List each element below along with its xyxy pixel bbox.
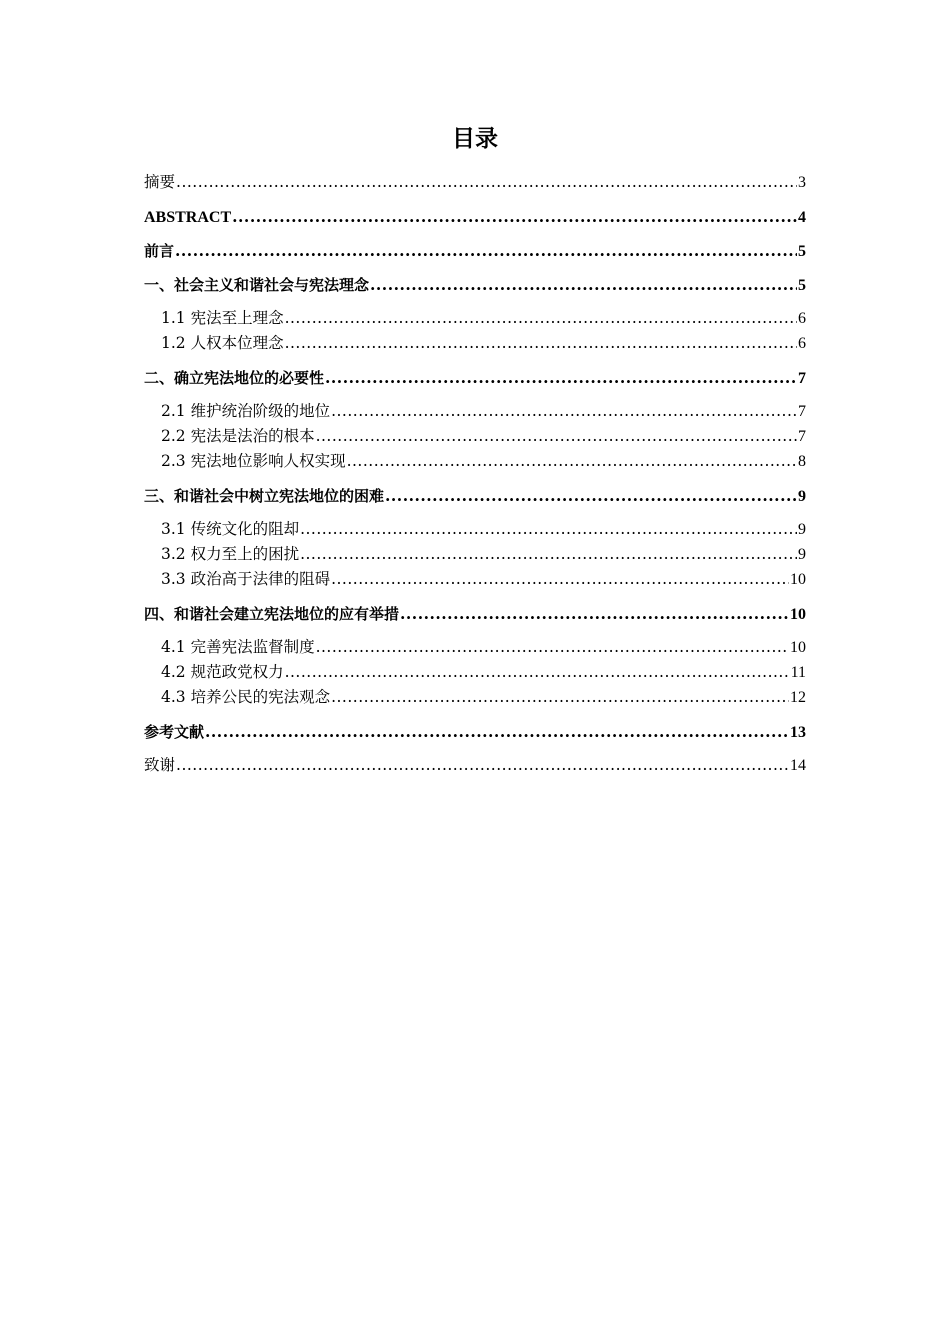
dot-leader (370, 272, 797, 297)
toc-entry-chapter-4[interactable] (144, 601, 806, 626)
toc-entry-page: 6 (798, 335, 806, 352)
toc-entry-page: 3 (798, 174, 806, 191)
dot-leader (331, 567, 789, 592)
toc-entry-label: ABSTRACT (144, 209, 232, 226)
toc-entry-chapter-3[interactable] (144, 483, 806, 508)
dot-leader (325, 365, 797, 390)
toc-list (144, 170, 806, 778)
toc-entry-label: 二、确立宪法地位的必要性 (144, 369, 325, 387)
dot-leader (300, 542, 797, 567)
dot-leader (205, 719, 789, 744)
toc-entry-section-2-1[interactable] (144, 399, 806, 424)
toc-entry-acknowledgements[interactable] (144, 753, 806, 778)
toc-entry-page: 7 (798, 428, 806, 445)
toc-entry-label: 1.2 人权本位理念 (161, 334, 284, 352)
toc-entry-section-4-3[interactable] (144, 685, 806, 710)
toc-entry-page: 9 (798, 488, 806, 505)
toc-entry-section-1-1[interactable] (144, 306, 806, 331)
toc-entry-page: 7 (798, 370, 806, 387)
toc-entry-section-2-2[interactable] (144, 424, 806, 449)
dot-leader (385, 483, 797, 508)
dot-leader (400, 601, 789, 626)
toc-entry-label: 3.2 权力至上的困扰 (161, 545, 300, 563)
dot-leader (285, 660, 790, 685)
toc-entry-abstract-cn[interactable] (144, 170, 806, 195)
toc-entry-label: 3.1 传统文化的阻却 (161, 520, 300, 538)
dot-leader (347, 449, 797, 474)
toc-entry-label: 一、社会主义和谐社会与宪法理念 (144, 276, 370, 294)
dot-leader (176, 753, 789, 778)
toc-entry-label: 四、和谐社会建立宪法地位的应有举措 (144, 605, 400, 623)
toc-entry-label: 摘要 (144, 173, 176, 191)
toc-entry-section-4-1[interactable] (144, 635, 806, 660)
toc-entry-page: 10 (790, 571, 806, 588)
toc-entry-page: 5 (798, 277, 806, 294)
toc-entry-page: 13 (790, 724, 806, 741)
toc-entry-label: 4.3 培养公民的宪法观念 (161, 688, 331, 706)
dot-leader (331, 399, 797, 424)
toc-entry-label: 4.2 规范政党权力 (161, 663, 284, 681)
toc-entry-section-1-2[interactable] (144, 331, 806, 356)
toc-entry-section-3-1[interactable] (144, 517, 806, 542)
toc-entry-label: 2.2 宪法是法治的根本 (161, 427, 315, 445)
toc-entry-page: 14 (790, 757, 806, 774)
toc-entry-page: 12 (790, 689, 806, 706)
toc-entry-section-2-3[interactable] (144, 449, 806, 474)
toc-entry-label: 3.3 政治高于法律的阻碍 (161, 570, 331, 588)
toc-entry-page: 8 (798, 453, 806, 470)
toc-entry-label: 前言 (144, 242, 175, 260)
toc-entry-label: 4.1 完善宪法监督制度 (161, 638, 315, 656)
toc-entry-page: 5 (798, 243, 806, 260)
toc-entry-chapter-2[interactable] (144, 365, 806, 390)
toc-entry-page: 6 (798, 310, 806, 327)
toc-entry-label: 1.1 宪法至上理念 (161, 309, 284, 327)
toc-entry-chapter-1[interactable] (144, 272, 806, 297)
toc-entry-label: 2.3 宪法地位影响人权实现 (161, 452, 346, 470)
dot-leader (316, 424, 797, 449)
toc-entry-page: 7 (798, 403, 806, 420)
toc-entry-preface[interactable] (144, 238, 806, 263)
toc-entry-section-4-2[interactable] (144, 660, 806, 685)
toc-entry-page: 11 (790, 664, 806, 681)
dot-leader (175, 238, 797, 263)
toc-entry-page: 10 (790, 606, 806, 623)
toc-entry-label: 三、和谐社会中树立宪法地位的困难 (144, 487, 385, 505)
dot-leader (316, 635, 789, 660)
dot-leader (285, 331, 797, 356)
toc-entry-page: 9 (798, 546, 806, 563)
toc-entry-abstract-en[interactable] (144, 204, 806, 229)
toc-title: 目录 (452, 126, 498, 152)
toc-entry-section-3-3[interactable] (144, 567, 806, 592)
toc-entry-page: 9 (798, 521, 806, 538)
dot-leader (232, 204, 797, 229)
dot-leader (300, 517, 797, 542)
toc-entry-section-3-2[interactable] (144, 542, 806, 567)
dot-leader (176, 170, 797, 195)
toc-entry-label: 2.1 维护统治阶级的地位 (161, 402, 331, 420)
dot-leader (285, 306, 797, 331)
toc-entry-references[interactable] (144, 719, 806, 744)
toc-entry-page: 10 (790, 639, 806, 656)
dot-leader (331, 685, 789, 710)
toc-entry-page: 4 (798, 209, 806, 226)
toc-entry-label: 参考文献 (144, 723, 205, 741)
toc-entry-label: 致谢 (144, 756, 176, 774)
